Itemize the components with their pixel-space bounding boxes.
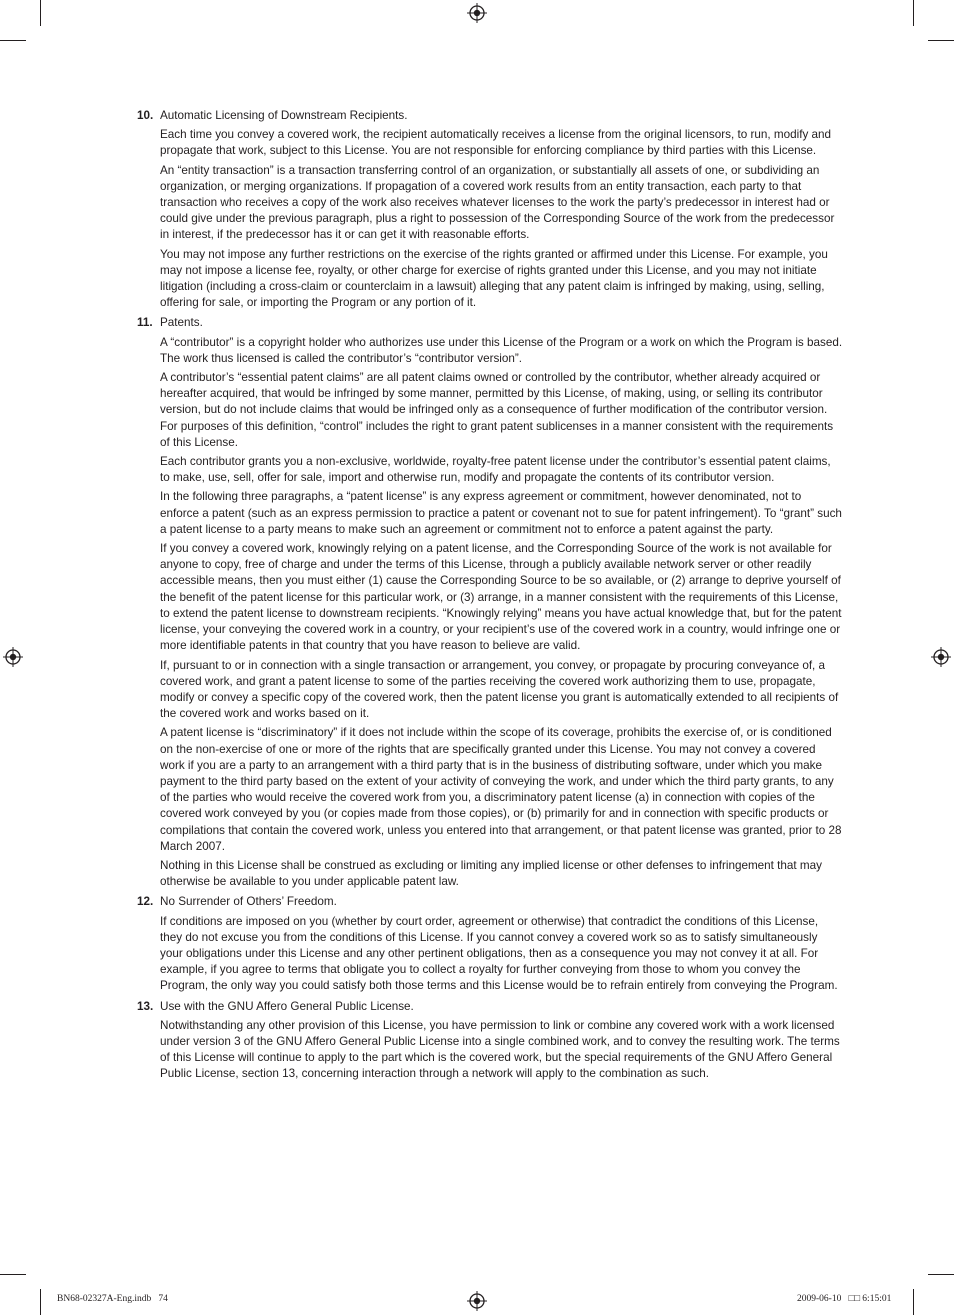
section-title: Automatic Licensing of Downstream Recipients. — [160, 109, 408, 122]
crop-mark-bottom-right-vertical — [913, 1289, 914, 1315]
section-11 — [137, 315, 843, 890]
footer-file-info: BN68-02327A-Eng.indb 74 — [57, 1294, 168, 1304]
footer-timestamp: 2009-06-10 □□ 6:15:01 — [797, 1294, 892, 1304]
section-number: 10. — [137, 109, 154, 122]
paragraph: Each time you convey a covered work, the recipient automatically receives a license from the original licensors, to run, modify and propagate that work, subject to this License. You are not responsible for enforcing compliance by third parties with this License. — [160, 128, 832, 158]
crop-mark-top-right-vertical — [913, 0, 914, 26]
paragraph: Notwithstanding any other provision of this License, you have permission to link or combine any covered work with a work licensed under version 3 of the GNU Affero General Public License into a single combined work, and to convey the resulting work. The terms of this License will continue to apply to the part which is the covered work, but the special requirements of the GNU Affero General Public License, section 13, concerning interaction through a network will apply to the combination as such. — [160, 1018, 840, 1081]
paragraph: A “contributor” is a copyright holder who authorizes use under this License of the Program or a work on which the Program is based. The work thus licensed is called the contributor’s “contributor version”. — [160, 335, 843, 365]
registration-crosshair-icon — [467, 3, 487, 23]
paragraph: You may not impose any further restrictions on the exercise of the rights granted or affirmed under this License. For example, you may not impose a license fee, royalty, or other charge for exercise of rights granted under this License, and you may not initiate litigation (including a cross-claim or counterclaim in a lawsuit) alleging that any patent claim is infringed by making, using, selling, offering for sale, or importing the Program or any portion of it. — [160, 247, 828, 310]
registration-crosshair-icon — [3, 647, 23, 667]
paragraph: Each contributor grants you a non-exclusive, worldwide, royalty-free patent license under the contributor’s essential patent claims, to make, use, sell, offer for sale, import and otherwise run, modify and propagate the contents of its contributor version. — [160, 455, 831, 485]
section-title: Use with the GNU Affero General Public License. — [160, 999, 414, 1013]
paragraph: A contributor’s “essential patent claims” are all patent claims owned or controlled by the contributor, whether already acquired or hereafter acquired, that would be infringed by some manner, permitted by this License, of making, using, or selling its contributor version, but do not include claims that would be infringed only as a consequence of further modification of the contributor version. For purposes of this definition, “control” includes the right to grant patent sublicenses in a manner consistent with the requirements of this License. — [160, 371, 834, 449]
paragraph: If conditions are imposed on you (whether by court order, agreement or otherwise) that contradict the conditions of this License, they do not excuse you from the conditions of this License. If you cannot convey a covered work so as to satisfy simultaneously your obligations under this License and any other pertinent obligations, then as a consequence you may not convey it at all. For example, if you agree to terms that obligate you to collect a royalty for further conveying from those to whom you convey the Program, the only way you could satisfy both those terms and this License would be to refrain entirely from conveying the Program. — [160, 914, 838, 993]
paragraph: A patent license is “discriminatory” if it does not include within the scope of its coverage, prohibits the exercise of, or is conditioned on the non-exercise of one or more of the rights that are specifically granted under this License. You may not convey a covered work if you are a party to an arrangement with a third party that is in the business of distributing software, under which you make payment to the third party based on the extent of your activity of conveying the work, and under which the third party grants, to any of the parties who would receive the covered work from you, a discriminatory patent license (a) in connection with copies of the covered work conveyed by you (or copies made from those copies), or (b) primarily for and in connection with specific products or compilations that contain the covered work, unless you entered into that arrangement, or that patent license was granted, prior to 28 March 2007. — [160, 726, 842, 853]
section-12 — [137, 894, 843, 994]
paragraph: If, pursuant to or in connection with a single transaction or arrangement, you convey, or propagate by procuring conveyance of, a covered work, and grant a patent license to some of the parties receiving the covered work authorizing them to use, propagate, modify or convey a specific copy of the covered work, then the patent license you grant is automatically extended to all recipients of the covered work and works based on it. — [160, 658, 839, 721]
section-10 — [137, 108, 843, 311]
section-title: Patents. — [160, 316, 203, 330]
crop-mark-bottom-left-horizontal — [0, 1274, 26, 1275]
crop-mark-top-right-horizontal — [928, 40, 954, 41]
registration-crosshair-icon — [931, 647, 951, 667]
paragraph: An “entity transaction” is a transaction transferring control of an organization, or substantially all assets of one, or subdividing an organization, or merging organizations. If propagation of a covered work results from an entity transaction, each party to that transaction who receives a copy of the work also receives whatever licenses to the work the party’s predecessor in interest had or could give under the previous paragraph, plus a right to possession of the Corresponding Source of the work from the predecessor in interest, if the predecessor has it or can get it with reasonable efforts. — [160, 163, 835, 242]
crop-mark-bottom-right-horizontal — [928, 1274, 954, 1275]
registration-crosshair-icon — [467, 1291, 487, 1311]
crop-mark-top-left-horizontal — [0, 40, 26, 41]
section-title: No Surrender of Others’ Freedom. — [160, 895, 337, 909]
paragraph: If you convey a covered work, knowingly relying on a patent license, and the Corresponding Source of the work is not available for anyone to copy, free of charge and under the terms of this License, through a publicly available network server or other readily accessible means, then you must either (1) cause the Corresponding Source to be so available, or (2) arrange to deprive yourself of the benefit of the patent license for this particular work, or (3) arrange, in a manner consistent with the requirements of this License, to extend the patent license to downstream recipients. “Knowingly relying” means you have actual knowledge that, but for the patent license, your conveying the covered work in a country, or your recipient’s use of the covered work in a country, would infringe one or more identifiable patents in that country that you have reason to believe are valid. — [160, 542, 842, 653]
crop-mark-bottom-left-vertical — [40, 1289, 41, 1315]
section-number: 11. — [137, 316, 153, 330]
section-number: 12. — [137, 895, 154, 909]
license-text-body — [137, 108, 843, 1087]
section-13 — [137, 999, 843, 1083]
section-number: 13. — [137, 999, 154, 1013]
paragraph: In the following three paragraphs, a “patent license” is any express agreement or commitment, however denominated, not to enforce a patent (such as an express permission to practice a patent or covenant not to sue for patent infringement). To “grant” such a patent license to a party means to make such an agreement or commitment not to enforce a patent against the party. — [160, 490, 842, 536]
crop-mark-top-left-vertical — [40, 0, 41, 26]
paragraph: Nothing in this License shall be construed as excluding or limiting any implied license or other defenses to infringement that may otherwise be available to you under applicable patent law. — [160, 858, 822, 889]
